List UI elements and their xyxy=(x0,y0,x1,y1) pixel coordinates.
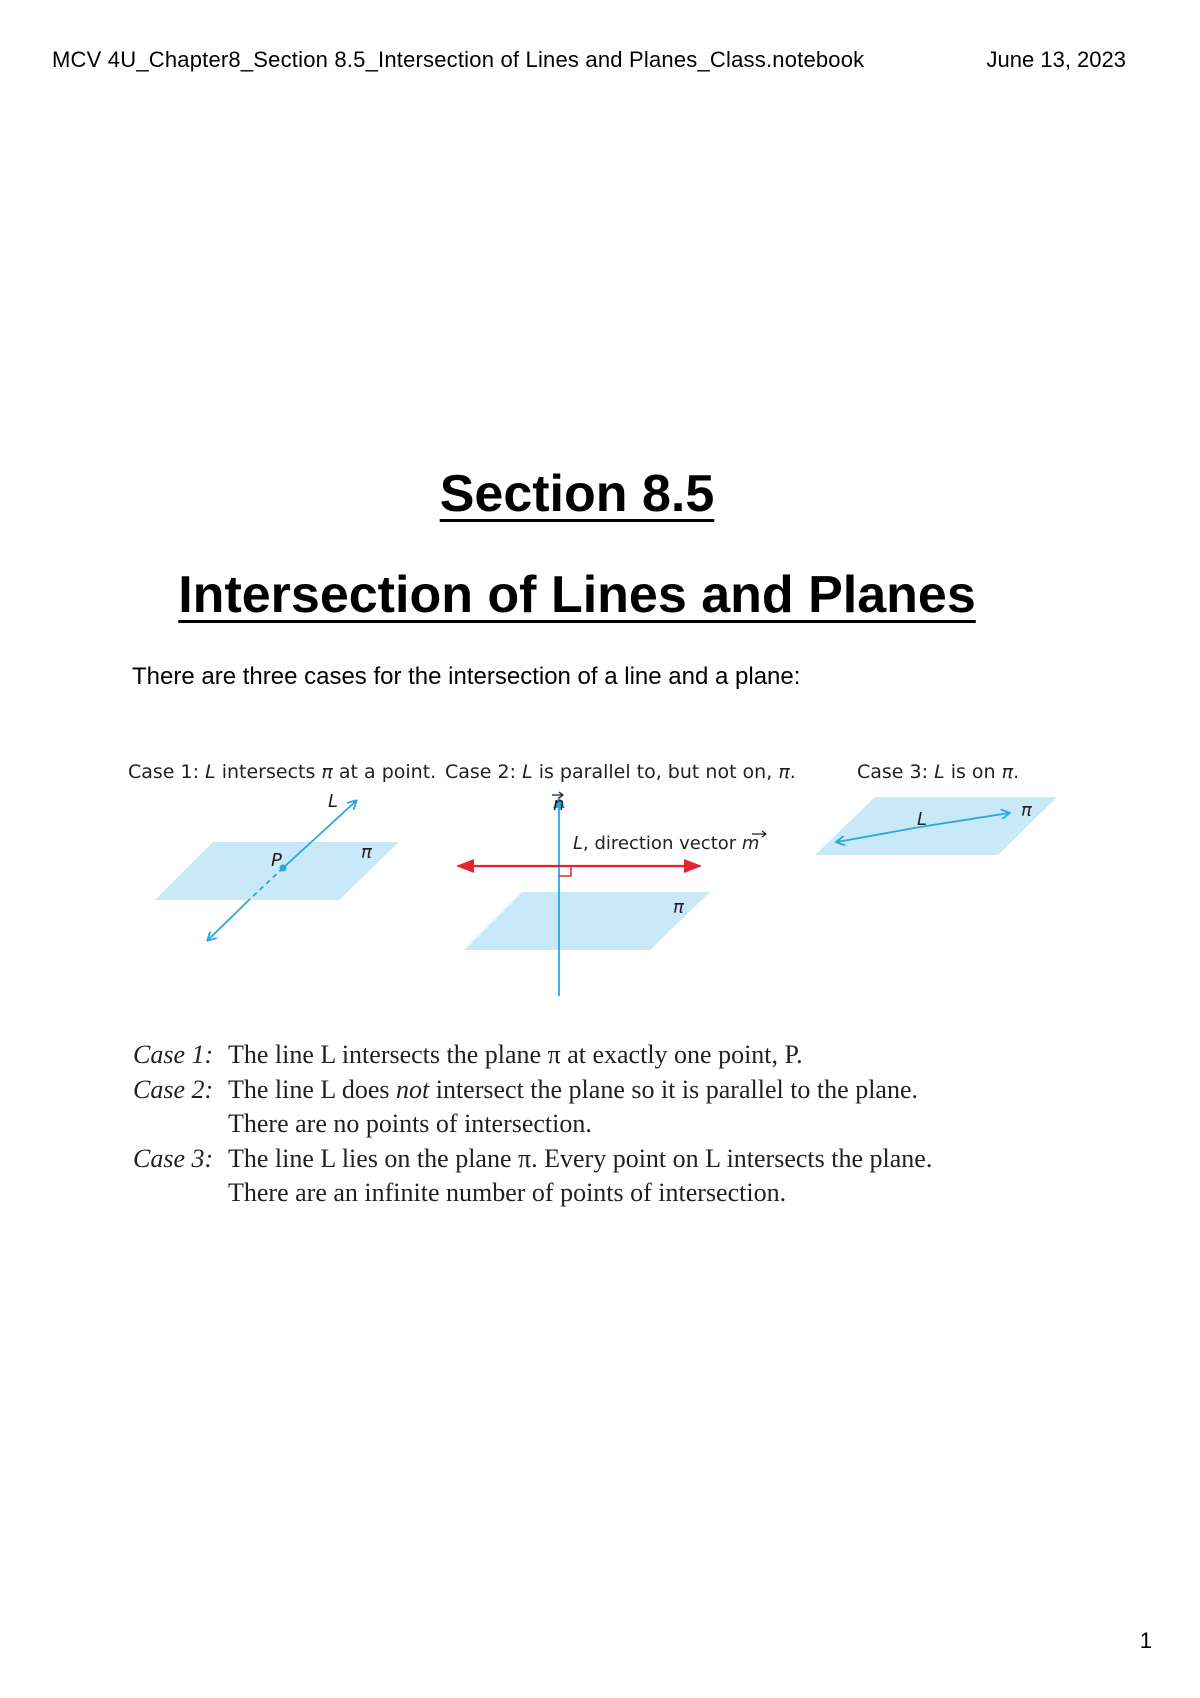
case2-label-direction xyxy=(573,833,759,854)
case1-caption-rest: intersects xyxy=(215,761,322,783)
case3-caption-rest: is on xyxy=(944,761,1002,783)
case2-row xyxy=(133,1073,932,1108)
case3-caption-end: . xyxy=(1013,761,1020,783)
case2-caption-end: . xyxy=(789,761,796,783)
case2-label-dir-text: , direction vector xyxy=(583,833,742,854)
case3-caption xyxy=(857,761,1019,783)
case3-row xyxy=(133,1142,932,1177)
page-number: 1 xyxy=(1139,1628,1152,1653)
case2-caption-rest: is parallel to, but not on, xyxy=(532,761,779,783)
case2-label-pi: π xyxy=(673,897,684,918)
case3-caption-L: L xyxy=(934,761,945,783)
case2-label-m: m xyxy=(741,833,760,854)
case1-label-L: L xyxy=(328,791,339,812)
case2-caption-L: L xyxy=(522,761,533,783)
case2-label-n: n xyxy=(553,794,565,815)
case2-caption-prefix: Case 2: xyxy=(445,761,523,783)
case2-text-line2: There are no points of intersection. xyxy=(228,1109,592,1138)
case2-right-angle xyxy=(559,866,571,876)
case2-caption xyxy=(445,761,796,783)
case1-row xyxy=(133,1038,932,1073)
case2-text xyxy=(228,1073,918,1108)
case2-caption-pi: π xyxy=(778,761,790,783)
case1-line-lower xyxy=(208,899,250,940)
intro-text: There are three cases for the intersection of a line and a plane: xyxy=(132,663,801,690)
case3-label: Case 3: xyxy=(133,1143,214,1173)
case2-label: Case 2: xyxy=(133,1074,214,1104)
case1-label: Case 1: xyxy=(133,1040,214,1069)
case1-caption-prefix: Case 1: xyxy=(128,761,206,783)
case3-text-line2: There are an infinite number of points of intersection. xyxy=(228,1178,787,1207)
case1-label-pi: π xyxy=(361,842,372,863)
case3-label-pi: π xyxy=(1021,800,1032,821)
case2-text-b: intersect the plane so it is parallel to the plane. xyxy=(429,1074,919,1104)
section-title-text: Section 8.5 xyxy=(439,465,715,523)
case3-caption-pi: π xyxy=(1001,761,1014,783)
case3-label-L: L xyxy=(917,809,928,830)
case1-label-P: P xyxy=(271,850,282,871)
case2-label-L: L xyxy=(573,833,584,854)
case1-caption xyxy=(128,761,436,783)
header-date: June 13, 2023 xyxy=(986,47,1126,72)
case2-text-not: not xyxy=(395,1074,430,1104)
case1-text: The line L intersects the plane π at exactly one point, P. xyxy=(228,1040,803,1069)
case3-text: The line L lies on the plane π. Every point on L intersects the plane. xyxy=(228,1143,933,1173)
topic-title-text: Intersection of Lines and Planes xyxy=(178,566,976,624)
case1-caption-end: at a point. xyxy=(332,761,437,783)
case3-caption-prefix: Case 3: xyxy=(857,761,935,783)
case1-caption-pi: π xyxy=(321,761,333,783)
header-filename: MCV 4U_Chapter8_Section 8.5_Intersection of Lines and Planes_Class.notebook xyxy=(52,47,865,72)
cases-description xyxy=(133,1038,932,1211)
case1-caption-L: L xyxy=(205,761,216,783)
case2-text-a: The line L does xyxy=(228,1074,396,1104)
